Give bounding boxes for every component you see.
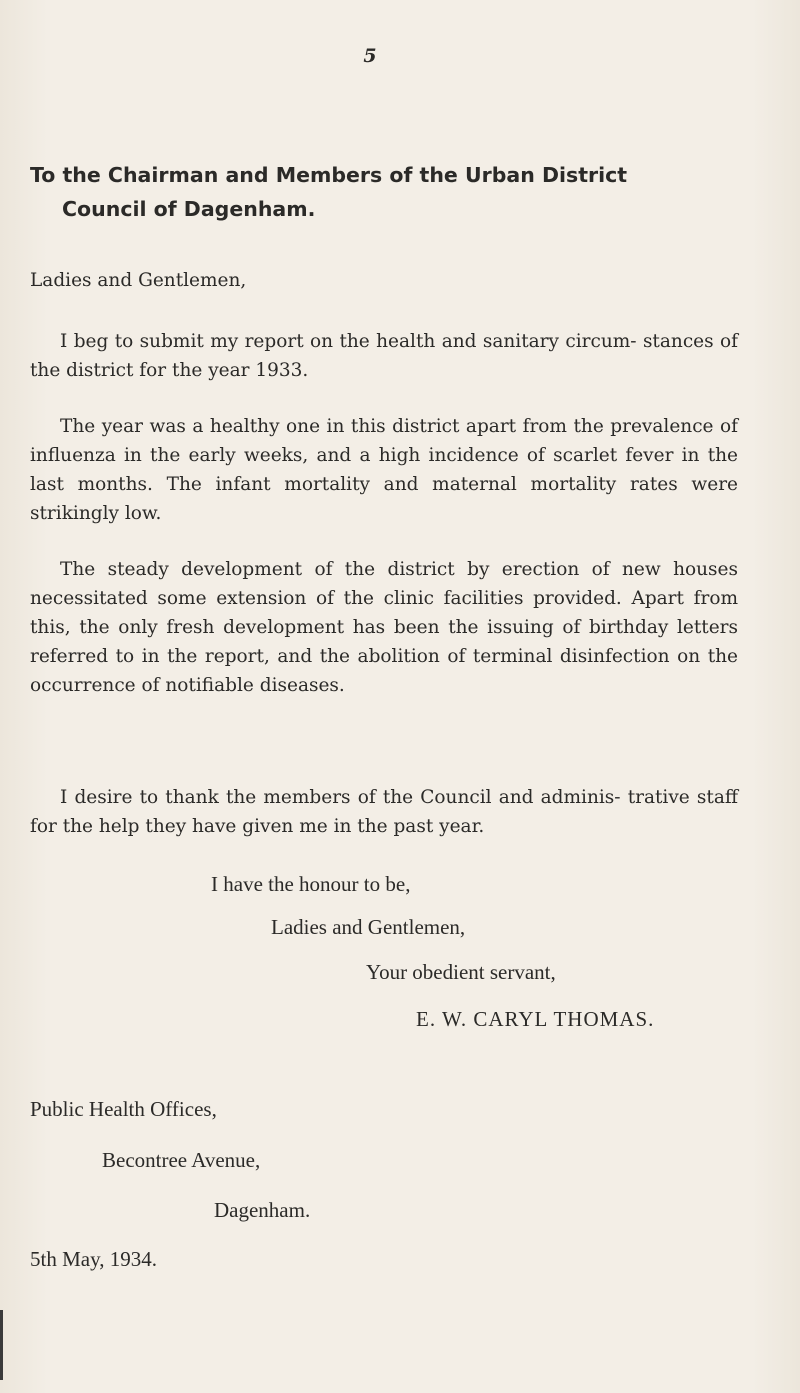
- page-number: 5: [363, 45, 377, 67]
- letter-addressee: [30, 158, 745, 226]
- paragraph-1-text: I beg to submit my report on the health and sanitary circum- stances of the district for the year 1933.: [30, 331, 738, 381]
- addressee-line-1: To the Chairman and Members of the Urban District: [30, 163, 628, 187]
- address-line-2: Becontree Avenue,: [102, 1148, 261, 1172]
- paragraph-2-text: The year was a healthy one in this district apart from the prevalence of influenza in the early weeks, and a high incidence of scarlet fever in the last months. The infant mortality and maternal mortality rates were strikingly low.: [30, 416, 738, 524]
- letter-date: 5th May, 1934.: [30, 1247, 157, 1271]
- paragraph-3: [30, 555, 738, 700]
- address-line-1: Public Health Offices,: [30, 1097, 217, 1121]
- paragraph-4-text: I desire to thank the members of the Council and adminis- trative staff for the help they have given me in the past year.: [30, 787, 738, 837]
- letter-greeting: Ladies and Gentlemen,: [30, 270, 247, 291]
- paragraph-1: [30, 327, 738, 385]
- closing-line-2: Ladies and Gentlemen,: [271, 915, 466, 939]
- addressee-line-2: Council of Dagenham.: [62, 197, 316, 221]
- closing-line-3: Your obedient servant,: [366, 960, 556, 984]
- closing-line-1: I have the honour to be,: [211, 872, 411, 896]
- address-line-3: Dagenham.: [214, 1198, 311, 1222]
- page-edge-shadow: [0, 1310, 3, 1380]
- paragraph-3-text: The steady development of the district by erection of new houses necessitated some extension of the clinic facilities provided. Apart from this, the only fresh development has been the issuing of birthday letters referred to in the report, and the abolition of terminal disinfection on the occurrence of notifiable diseases.: [30, 559, 738, 696]
- paragraph-2: [30, 412, 738, 528]
- paragraph-4: [30, 783, 738, 841]
- signature: E. W. CARYL THOMAS.: [416, 1007, 655, 1031]
